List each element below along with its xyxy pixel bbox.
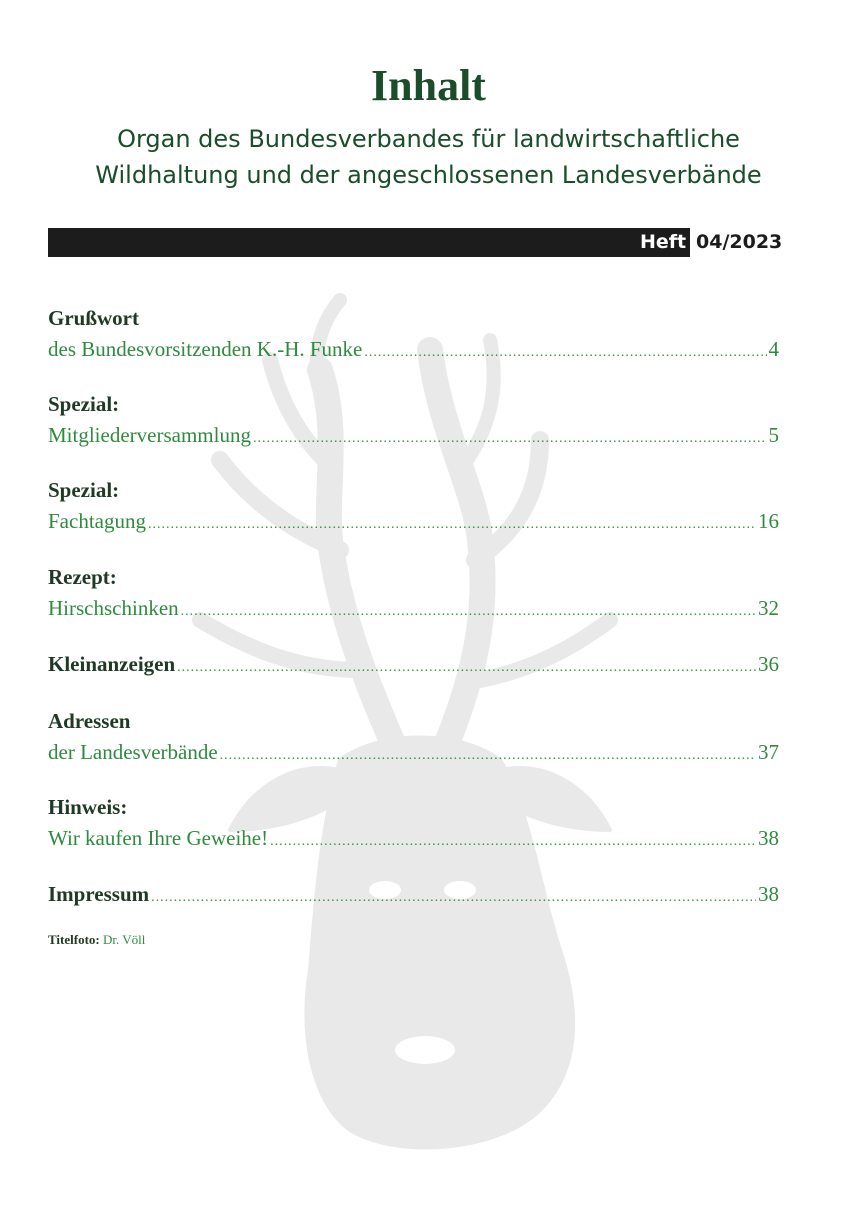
toc-entry-geweihe[interactable] (48, 825, 779, 855)
toc-page-number: 36 (758, 652, 779, 676)
toc-entry-impressum[interactable] (48, 881, 779, 911)
toc-heading-spezial-2: Spezial: (48, 478, 120, 502)
publication-subtitle (0, 121, 857, 193)
toc-entry-label: Impressum (48, 882, 150, 906)
dot-leader (151, 885, 756, 911)
dot-leader (364, 340, 766, 366)
dot-leader (181, 599, 756, 625)
toc-entry-hirschschinken[interactable] (48, 595, 779, 625)
toc-page-number: 37 (758, 740, 779, 764)
toc-page-number: 4 (768, 337, 779, 361)
dot-leader (270, 829, 756, 855)
photo-credit-label: Titelfoto: (48, 932, 100, 947)
toc-entry-label: Wir kaufen Ihre Geweihe! (48, 826, 269, 850)
dot-leader (253, 426, 767, 452)
toc-entry-label: des Bundesvorsitzenden K.-H. Funke (48, 337, 363, 361)
dot-leader (148, 512, 756, 538)
toc-page-number: 38 (758, 882, 779, 906)
subtitle-line-1: Organ des Bundesverbandes für landwirtschaftliche (117, 125, 740, 153)
photo-credit (48, 932, 145, 948)
toc-entry-grusswort[interactable] (48, 336, 779, 366)
toc-heading-hinweis: Hinweis: (48, 795, 128, 819)
issue-label: Heft (640, 231, 687, 253)
toc-entry-fachtagung[interactable] (48, 508, 779, 538)
toc-entry-label: der Landesverbände (48, 740, 218, 764)
dot-leader (177, 655, 756, 681)
toc-entry-mitgliederversammlung[interactable] (48, 422, 779, 452)
toc-heading-spezial-1: Spezial: (48, 392, 120, 416)
photo-credit-value: Dr. Völl (103, 932, 146, 947)
toc-entry-label: Mitgliederversammlung (48, 423, 251, 447)
toc-heading-grusswort: Grußwort (48, 306, 139, 330)
toc-entry-label: Hirschschinken (48, 596, 179, 620)
toc-entry-landesverbaende[interactable] (48, 739, 779, 769)
toc-heading-rezept: Rezept: (48, 565, 117, 589)
dot-leader (220, 743, 756, 769)
toc-entry-label: Fachtagung (48, 509, 146, 533)
toc-entry-kleinanzeigen[interactable] (48, 651, 779, 681)
page-title: Inhalt (371, 61, 486, 110)
toc-entry-label: Kleinanzeigen (48, 652, 176, 676)
toc-page-number: 32 (758, 596, 779, 620)
issue-number: 04/2023 (696, 231, 783, 253)
toc-page-number: 5 (768, 423, 779, 447)
toc-page-number: 38 (758, 826, 779, 850)
issue-bar (48, 228, 690, 257)
subtitle-line-2: Wildhaltung und der angeschlossenen Landesverbände (95, 161, 762, 189)
toc-heading-adressen: Adressen (48, 709, 131, 733)
toc-page-number: 16 (758, 509, 779, 533)
